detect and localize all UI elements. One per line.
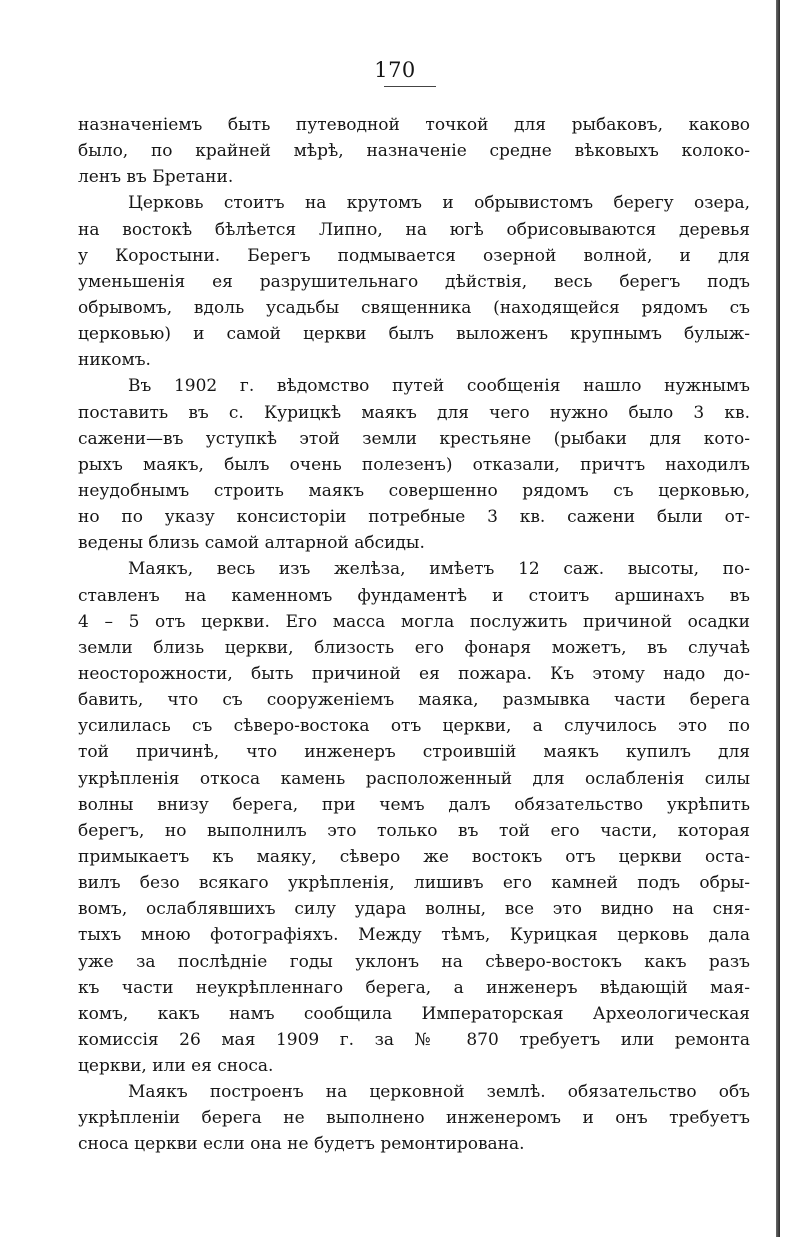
text-line: укрѣпленіи берега не выполнено инженеромъ и онъ требуетъ — [78, 1108, 750, 1129]
paragraph — [78, 190, 750, 373]
text-line: неосторожности, быть причиной ея пожара. Къ этому надо до- — [78, 663, 750, 684]
text-line: къ части неукрѣпленнаго берега, а инженеръ вѣдающій мая- — [78, 977, 750, 998]
text-line: у Коростыни. Берегъ подмывается озерной волной, и для — [78, 245, 750, 266]
page-margin — [780, 0, 790, 1237]
text-line: комъ, какъ намъ сообщила Императорская Археологическая — [78, 1003, 750, 1024]
page-number: 170 — [374, 58, 416, 82]
text-line: уже за послѣдніе годы уклонъ на сѣверо-востокъ какъ разъ — [78, 951, 750, 972]
text-line: комиссія 26 мая 1909 г. за № 870 требуетъ или ремонта — [78, 1029, 750, 1050]
text-line: сажени—въ уступкѣ этой земли крестьяне (рыбаки для кото- — [78, 428, 750, 449]
text-line: волны внизу берега, при чемъ далъ обязательство укрѣпить — [78, 794, 750, 815]
text-line: уменьшенія ея разрушительнаго дѣйствія, весь берегъ подъ — [78, 271, 750, 292]
text-line: усилилась съ сѣверо-востока отъ церкви, а случилось это по — [78, 716, 750, 737]
text-line: тыхъ мною фотографіяхъ. Между тѣмъ, Курицкая церковь дала — [78, 925, 750, 946]
text-line: 4 – 5 отъ церкви. Его масса могла послужить причиной осадки — [78, 611, 750, 632]
text-line: бавить, что съ сооруженіемъ маяка, размывка части берега — [78, 690, 750, 711]
text-line: ведены близь самой алтарной абсиды. — [78, 533, 425, 554]
text-line: Маякъ, весь изъ желѣза, имѣетъ 12 саж. высоты, по- — [128, 559, 750, 580]
paragraph — [78, 556, 750, 1079]
text-line: церковью) и самой церкви былъ выложенъ крупнымъ булыж- — [78, 324, 750, 345]
text-line: неудобнымъ строить маякъ совершенно рядомъ съ церковью, — [78, 480, 750, 501]
text-line: церкви, или ея сноса. — [78, 1056, 274, 1077]
text-line: рыхъ маякъ, былъ очень полезенъ) отказали, причтъ находилъ — [78, 454, 750, 475]
text-line: сноса церкви если она не будетъ ремонтированa. — [78, 1134, 525, 1155]
text-line: вилъ безо всякаго укрѣпленія, лишивъ его камней подъ обры- — [78, 873, 750, 894]
text-line: обрывомъ, вдоль усадьбы священника (находящейся рядомъ съ — [78, 297, 750, 318]
paragraph — [78, 112, 750, 190]
text-line: но по указу консисторіи потребные 3 кв. сажени были от- — [78, 507, 750, 528]
text-line: Маякъ построенъ на церковной землѣ. обязательство объ — [128, 1082, 750, 1103]
text-line: укрѣпленія откоса камень расположенный для ослабленія силы — [78, 768, 750, 789]
paragraph — [78, 373, 750, 556]
text-line: той причинѣ, что инженеръ строившій маякъ купилъ для — [78, 742, 750, 763]
text-line: берегъ, но выполнилъ это только въ той его части, которая — [78, 820, 750, 841]
text-line: ставленъ на каменномъ фундаментѣ и стоитъ аршинахъ въ — [78, 585, 750, 606]
text-line: на востокѣ бѣлѣется Липно, на югѣ обрисовываются деревья — [78, 219, 750, 240]
text-line: поставить въ с. Курицкѣ маякъ для чего нужно было 3 кв. — [78, 402, 750, 423]
text-line: Церковь стоитъ на крутомъ и обрывистомъ берегу озера, — [128, 193, 750, 214]
text-line: было, по крайней мѣрѣ, назначеніе средне вѣковыхъ колоко- — [78, 141, 750, 162]
text-line: примыкаетъ къ маяку, сѣверо же востокъ отъ церкви оста- — [78, 846, 750, 867]
text-line: назначеніемъ быть путеводной точкой для рыбаковъ, каково — [78, 115, 750, 135]
text-line: никомъ. — [78, 350, 151, 371]
body-text — [78, 112, 750, 1158]
text-line: ленъ въ Бретани. — [78, 167, 234, 188]
text-line: Въ 1902 г. вѣдомство путей сообщенія нашло нужнымъ — [128, 376, 750, 397]
paragraph — [78, 1079, 750, 1157]
text-line: земли близь церкви, близость его фонаря можетъ, въ случаѣ — [78, 637, 750, 658]
page-number-rule — [384, 86, 436, 87]
text-line: вомъ, ослаблявшихъ силу удара волны, все это видно на сня- — [78, 899, 750, 920]
